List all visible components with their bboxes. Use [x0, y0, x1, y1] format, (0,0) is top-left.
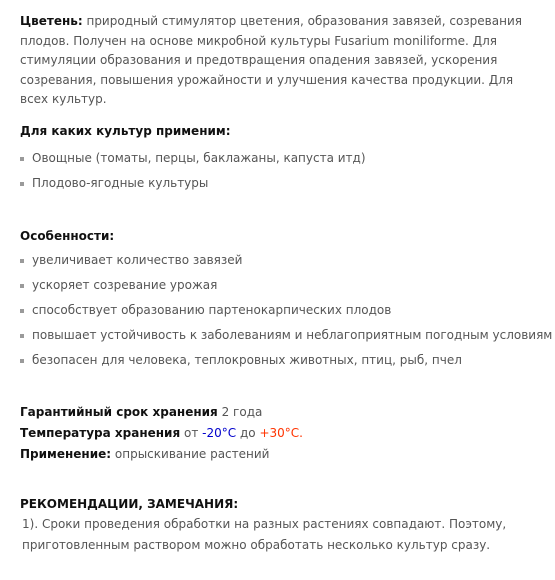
recommendation-item: 1). Сроки проведения обработки на разных растениях совпадают. Поэтому, приготовленным раствором можно обработать несколько культур сразу. — [22, 517, 507, 552]
list-item — [20, 277, 530, 302]
features-heading: Особенности: — [20, 229, 115, 243]
cultures-heading: Для каких культур применим: — [20, 124, 231, 138]
cultures-list — [20, 150, 530, 200]
shelf-life-value: 2 года — [221, 405, 263, 419]
square-bullet-icon — [20, 309, 24, 313]
square-bullet-icon — [20, 359, 24, 363]
list-item-text: ускоряет созревание урожая — [32, 278, 218, 292]
storage-temp-line — [20, 423, 530, 444]
square-bullet-icon — [20, 284, 24, 288]
temp-min-value: -20°C — [202, 426, 237, 440]
temp-max-value: +30°C. — [259, 426, 303, 440]
square-bullet-icon — [20, 334, 24, 338]
square-bullet-icon — [20, 157, 24, 161]
list-item — [20, 252, 530, 277]
square-bullet-icon — [20, 182, 24, 186]
shelf-life-line — [20, 402, 530, 423]
list-item — [20, 327, 553, 352]
list-item-text: повышает устойчивость к заболеваниям и неблагоприятным погодным условиям — [32, 328, 553, 342]
product-name: Цветень: — [20, 14, 83, 28]
list-item — [20, 150, 530, 175]
recommendations-heading: РЕКОМЕНДАЦИИ, ЗАМЕЧАНИЯ: — [20, 497, 239, 511]
usage-line — [20, 444, 530, 465]
temp-from-word: от — [183, 426, 199, 440]
list-item — [20, 352, 530, 377]
usage-label: Применение: — [20, 447, 112, 461]
list-item — [20, 175, 530, 200]
intro-paragraph — [20, 12, 530, 110]
list-item-text: безопасен для человека, теплокровных животных, птиц, рыб, пчел — [32, 353, 462, 367]
storage-info — [20, 402, 530, 465]
intro-text: природный стимулятор цветения, образования завязей, созревания плодов. Получен на основе микробной культуры Fusarium moniliforme. Для стимуляции образования и предотвращения опадения завязей, ускорения созревания, повышения урожайности и улучшения качества продукции. Для всех культур. — [20, 14, 522, 106]
temp-to-word: до — [239, 426, 256, 440]
usage-value: опрыскивание растений — [114, 447, 270, 461]
storage-temp-label: Температура хранения — [20, 426, 181, 440]
square-bullet-icon — [20, 259, 24, 263]
list-item-text: увеличивает количество завязей — [32, 253, 243, 267]
list-item-text: Овощные (томаты, перцы, баклажаны, капуста итд) — [32, 151, 366, 165]
list-item-text: способствует образованию партенокарпических плодов — [32, 303, 392, 317]
shelf-life-label: Гарантийный срок хранения — [20, 405, 218, 419]
list-item-text: Плодово-ягодные культуры — [32, 176, 209, 190]
features-list — [20, 252, 553, 377]
list-item — [20, 302, 530, 327]
